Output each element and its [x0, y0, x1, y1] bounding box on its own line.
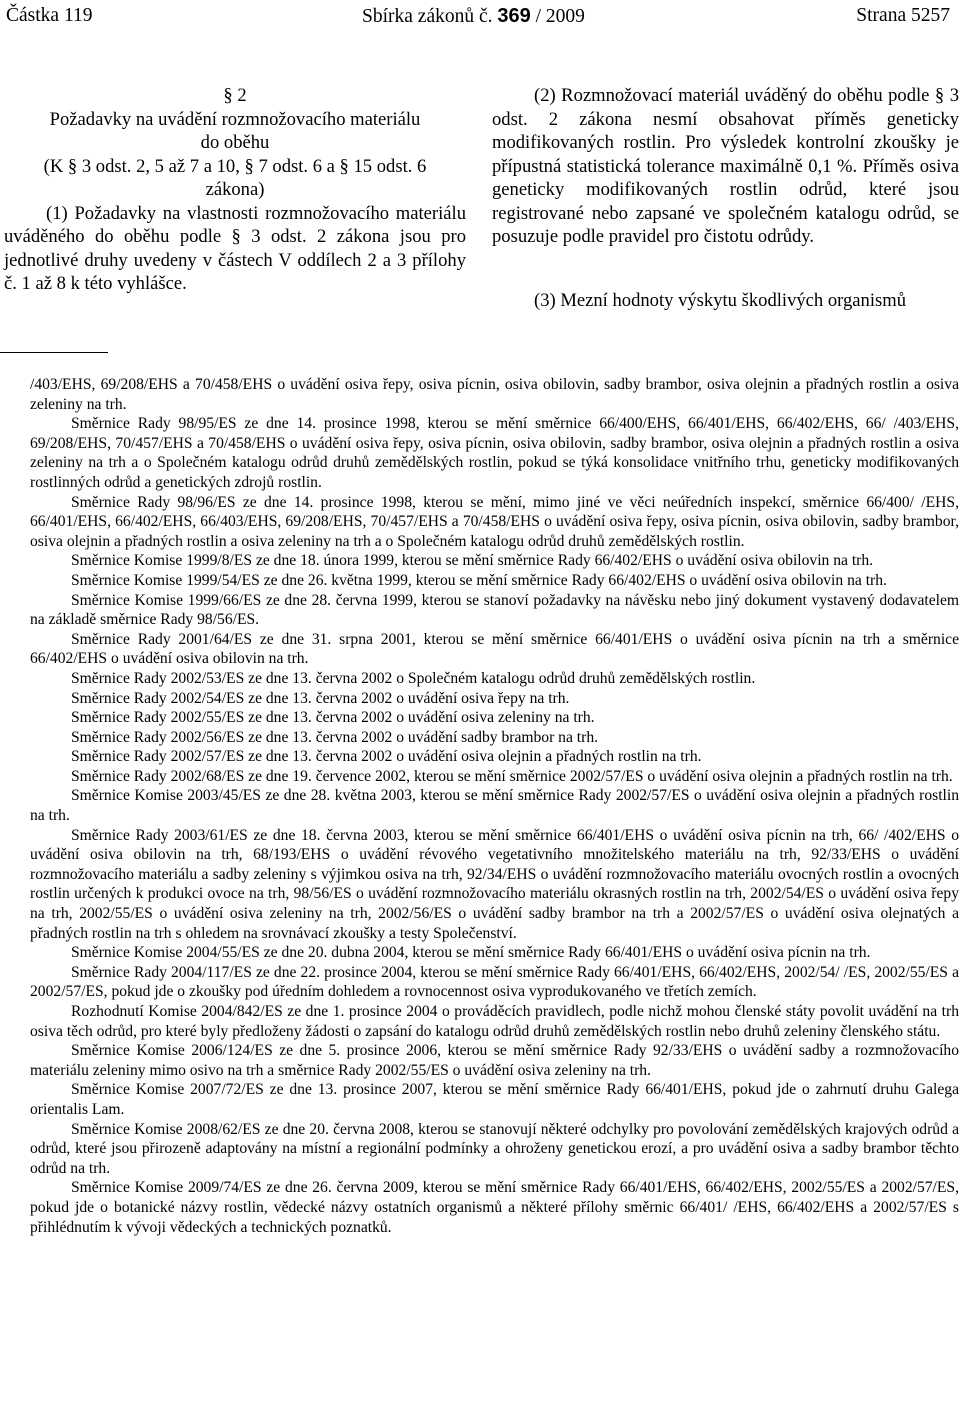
- footnote-item: Směrnice Rady 98/96/ES ze dne 14. prosince 1998, kterou se mění, mimo jiné ve věci neúředních inspekcí, směrnice 66/400/ /EHS, 66/401/EHS, 66/402/EHS, 66/403/EHS, 69/208/EHS, 70/457/EHS a 70/458/EHS o uvádění osiva řepy, osiva pícnin, osiva obilovin, sadby brambor, osiva olejnin a přadných rostlin a osiva zeleniny na trh a o Společném katalogu odrůd druhů zemědělských rostlin.: [30, 493, 959, 550]
- footnote-separator: [0, 352, 108, 353]
- section-title-line2: do oběhu: [200, 132, 270, 153]
- section-reference-line2: zákona): [205, 179, 265, 200]
- left-column: [4, 84, 466, 296]
- footnote-item: Směrnice Komise 1999/8/ES ze dne 18. února 1999, kterou se mění směrnice Rady 66/402/EHS o uvádění osiva obilovin na trh.: [71, 552, 874, 570]
- collection-label: [362, 3, 585, 30]
- footnotes: [30, 375, 959, 1237]
- footnote-item: Směrnice Rady 2002/55/ES ze dne 13. června 2002 o uvádění osiva zeleniny na trh.: [71, 709, 595, 727]
- footnote-item: Směrnice Rady 2001/64/ES ze dne 31. srpna 2001, kterou se mění směrnice 66/401/EHS o uvádění osiva pícnin na trh a směrnice 66/402/EHS o uvádění osiva obilovin na trh.: [30, 630, 959, 668]
- section-reference-line1: (K § 3 odst. 2, 5 až 7 a 10, § 7 odst. 6 a § 15 odst. 6: [43, 155, 427, 177]
- footnote-item: Rozhodnutí Komise 2004/842/ES ze dne 1. prosince 2004 o prováděcích pravidlech, podle nichž mohou členské státy povolit uvádění na trh osiva těch odrůd, pro které byly předloženy žádosti o zapsání do katalogu odrůd druhů zemědělských rostlin nebo druhů zeleniny členského státu.: [30, 1003, 959, 1040]
- footnote-item: /403/EHS, 69/208/EHS a 70/458/EHS o uvádění osiva řepy, osiva pícnin, osiva obilovin, sadby brambor, osiva olejnin a přadných rostlin a osiva zeleniny na trh.: [30, 376, 959, 413]
- page-header: [6, 3, 950, 29]
- footnote-item: Směrnice Rady 98/95/ES ze dne 14. prosince 1998, kterou se mění směrnice 66/400/EHS, 66/401/EHS, 66/402/EHS, 66/ /403/EHS, 69/208/EHS, 70/457/EHS a 70/458/EHS o uvádění osiva řepy, osiva pícnin, osiva obilovin, sadby brambor, osiva olejnin a přadných rostlin a osiva zeleniny na trh a o Společném katalogu odrůd druhů zemědělských rostlin, pokud se týká konsolidace vnitřního trhu, geneticky modifikovaných rostlinných odrůd a genetických zdrojů rostlin.: [30, 415, 959, 491]
- footnote-item: Směrnice Rady 2002/53/ES ze dne 13. června 2002 o Společném katalogu odrůd druhů zemědělských rostlin.: [71, 669, 756, 687]
- footnote-item: Směrnice Rady 2002/56/ES ze dne 13. června 2002 o uvádění sadby brambor na trh.: [71, 728, 599, 746]
- paragraph-3: (3) Mezní hodnoty výskytu škodlivých organismů: [534, 289, 907, 311]
- right-column: [492, 84, 959, 312]
- footnote-item: Směrnice Komise 1999/66/ES ze dne 28. června 1999, kterou se stanoví požadavky na návěsku nebo jiný dokument vystavený dodavatelem na základě směrnice Rady 98/56/ES.: [30, 591, 959, 629]
- section-title-line1: Požadavky na uvádění rozmnožovacího materiálu: [49, 108, 421, 130]
- law-number: 369: [497, 5, 531, 27]
- footnote-item: Směrnice Komise 1999/54/ES ze dne 26. května 1999, kterou se mění směrnice Rady 66/402/EHS o uvádění osiva obilovin na trh.: [71, 571, 887, 589]
- footnote-item: Směrnice Komise 2007/72/ES ze dne 13. prosince 2007, kterou se mění směrnice Rady 66/401/EHS, pokud jde o zahrnutí druhu Galega orientalis Lam.: [30, 1081, 959, 1118]
- page-number: Strana 5257: [856, 5, 950, 26]
- footnote-item: Směrnice Komise 2003/45/ES ze dne 28. května 2003, kterou se mění směrnice Rady 2002/57/ES o uvádění osiva olejnin a přadných rostlin na trh.: [30, 787, 959, 825]
- collection-prefix: Sbírka zákonů č.: [362, 6, 493, 27]
- footnote-item: Směrnice Komise 2009/74/ES ze dne 26. června 2009, kterou se mění směrnice Rady 66/401/EHS, 66/402/EHS, 2002/55/ES a 2002/57/ES, pokud jde o botanické názvy rostlin, vědecké názvy ostatních organismů a některé přílohy směrnic 66/401/ /EHS, 66/402/EHS a 2002/57/ES s přihlédnutím k vývoji vědeckých a technických poznatků.: [30, 1179, 959, 1236]
- footnote-item: Směrnice Komise 2004/55/ES ze dne 20. dubna 2004, kterou se mění směrnice Rady 66/401/EHS o uvádění osiva pícnin na trh.: [71, 944, 871, 962]
- footnote-item: Směrnice Rady 2003/61/ES ze dne 18. června 2003, kterou se mění směrnice 66/401/EHS o uvádění osiva pícnin na trh, 66/ /402/EHS o uvádění osiva obilovin na trh, 68/193/EHS o uvádění révového vegetativního množitelského materiálu na trh, 92/33/EHS o uvádění rozmnožovacího materiálu a sadby zeleniny s výjimkou osiva na trh, 92/34/EHS o uvádění rozmnožovacího materiálu ovocných rostlin a ovocných rostlin určených k produkci ovoce na trh, 98/56/ES o uvádění rozmnožovacího materiálu okrasných rostlin na trh, 2002/54/ES o uvádění osiva řepy na trh, 2002/55/ES o uvádění osiva zeleniny na trh, 2002/56/ES o uvádění sadby brambor na trh a 2002/57/ES o uvádění osiva olejnatých a přadných rostlin na trh s ohledem na srovnávací zkoušky a testy Společenství.: [30, 826, 959, 942]
- footnote-item: Směrnice Rady 2002/57/ES ze dne 13. června 2002 o uvádění osiva olejnin a přadných rostlin na trh.: [71, 748, 702, 766]
- footnote-item: Směrnice Rady 2002/68/ES ze dne 19. července 2002, kterou se mění směrnice 2002/57/ES o uvádění osiva olejnin a přadných rostlin na trh.: [71, 767, 953, 785]
- collection-year: / 2009: [535, 6, 585, 27]
- footnote-item: Směrnice Rady 2002/54/ES ze dne 13. června 2002 o uvádění osiva řepy na trh.: [71, 689, 570, 707]
- footnote-item: Směrnice Komise 2008/62/ES ze dne 20. června 2008, kterou se stanovují některé odchylky pro povolování zemědělských krajových odrůd a odrůd, které jsou přirozeně adaptovány na místní a regionální podmínky a ohroženy genetickou erozí, a pro uvádění osiva a sadby brambor těchto odrůd na trh.: [30, 1120, 959, 1177]
- issue-part-label: Částka 119: [6, 5, 93, 26]
- paragraph-2: (2) Rozmnožovací materiál uváděný do oběhu podle § 3 odst. 2 zákona nesmí obsahovat příměs geneticky modifikovaných rostlin. Pro výsledek kontrolní zkoušky je přípustná statistická tolerance maximálně 0,1 %. Příměs osiva geneticky modifikovaných rostlin odrůd, které jsou registrované nebo zapsané ve společném katalogu odrůd, se posuzuje podle pravidel pro čistotu odrůdy.: [492, 85, 959, 247]
- footnote-item: Směrnice Rady 2004/117/ES ze dne 22. prosince 2004, kterou se mění směrnice Rady 66/401/EHS, 66/402/EHS, 2002/54/ /ES, 2002/55/ES a 2002/57/ES, pokud jde o zkoušky pod úředním dohledem a rovnocennost osiva vyprodukovaného ve třetích zemích.: [30, 963, 959, 1001]
- paragraph-1: (1) Požadavky na vlastnosti rozmnožovacího materiálu uváděného do oběhu podle § 3 odst. 2 zákona jsou pro jednotlivé druhy uvedeny v částech V oddílech 2 a 3 přílohy č. 1 až 8 k této vyhlášce.: [4, 202, 466, 294]
- footnote-item: Směrnice Komise 2006/124/ES ze dne 5. prosince 2006, kterou se mění směrnice Rady 92/33/EHS o uvádění sadby a rozmnožovacího materiálu zeleniny mimo osivo na trh a směrnice Rady 2002/55/ES o uvádění osiva zeleniny na trh.: [30, 1042, 959, 1079]
- section-mark: § 2: [223, 85, 247, 106]
